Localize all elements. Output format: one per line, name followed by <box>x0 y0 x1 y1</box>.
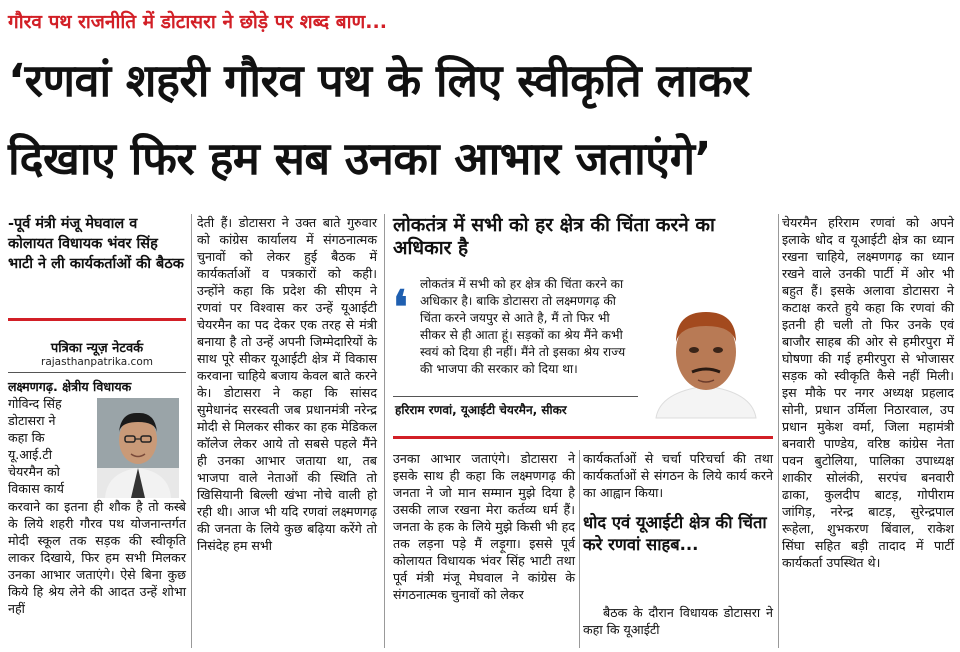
quote-headline: लोकतंत्र में सभी को हर क्षेत्र की चिंता करने का अधिकार है <box>393 214 715 259</box>
column-divider <box>191 214 192 648</box>
quote-text: लोकतंत्र में सभी को हर क्षेत्र की चिंता करने का अधिकार है। बाकि डोटासरा तो लक्ष्मणगढ़ की चिंता करने जयपुर से आते है, मैं तो फिर भी सीकर से ही आता हूं। सड़कों का श्रेय मैंने कभी स्वयं को दिया ही नहीं। मैंने तो इसका श्रेय राज्य की भाजपा की सरकार को दिया था। <box>420 277 626 376</box>
paragraph: चेयरमैन हरिराम रणवां को अपने इलाके धोद व यूआईटी क्षेत्र का ध्यान रखना चाहिये, लक्ष्मणगढ़ का ध्यान रखने वाले उनकी पार्टी में ओर भी बहुत हैं। इसके अलावा डोटासरा ने कटाक्ष करते हुये कहा कि रणवां की इतनी ही चली तो फिर उनके एवं बाजौर साहब की ओर से हमीरपुरा में घोषणा की गई हमीरपुरा से भोजासर सड़क को स्वीकृति कैसे नहीं मिली। इस मौके पर नगर अध्यक्ष प्रहलाद सोनी, प्रधान उर्मिला निठारवाल, उप प्रधान मुकेश वर्मा, जिला महामंत्री बनवारी पाण्डेय, वरिष्ठ कांग्रेस नेता पवन बुटोलिया, पालिका उपाध्यक्ष शाकीर सोलंकी, सरपंच बनवारी ढाका, कुलदीप बाटड़, गोपीराम जांगिड़, नरेन्द्र बाटड़, सुरेन्द्रपाल रूहेला, शुभकरण बिंवाल, राकेश सिंघा सहित बड़ी तादाद में पार्टी कार्यकर्ता उपस्थित थे। <box>782 215 954 570</box>
column-divider <box>778 214 779 648</box>
wrap-line: कहा कि <box>8 430 45 445</box>
wrap-line: यू.आई.टी <box>8 447 52 462</box>
paragraph: बैठक के दौरान विधायक डोटासरा ने कहा कि यूआईटी <box>583 605 773 637</box>
quote-attribution: हरिराम रणवां, यूआईटी चेयरमैन, सीकर <box>395 403 567 417</box>
paragraph: उनका आभार जताएंगे। डोटासरा ने इसके साथ ही कहा कि लक्ष्मणगढ़ की जनता ने जो मान सम्मान मुझे दिया है उसकी लाज रखना मेरा कर्तव्य धर्म हैं। जनता के हक के लिये मुझे किसी भी हद तक लड़ना पड़े मैं लड़ूगा। इससे पूर्व कोलायत विधायक भंवर सिंह भाटी तथा पूर्व मंत्री मंजू मेघवाल ने कांग्रेस के संगठनात्मक चुनावों को लेकर <box>393 451 575 602</box>
headline-line-1: ‘रणवां शहरी गौरव पथ के लिए स्वीकृति लाकर <box>8 54 750 107</box>
paragraph: कार्यकर्ताओं से चर्चा परिचर्चा की तथा कार्यकर्ताओं से संगठन के लिये कार्य करने का आह्वान किया। <box>583 451 773 500</box>
column-divider <box>384 214 385 648</box>
column-1-wrap <box>8 378 132 497</box>
quote-mark: ❛ <box>393 280 408 334</box>
paragraph: देती हैं। डोटासरा ने उक्त बाते गुरुवार को कांग्रेस कार्यालय में संगठनात्मक चुनावों को लेकर हुई बैठक में कार्यकर्ताओं व पत्रकारों को कही। उन्होंने कहा कि प्रदेश की सीएम ने रणवां पर विश्वास कर उन्हें यूआईटी चेयरमैन का पद देकर एक तरह से मंत्री बनाया है तो उन्हें अपनी जिम्मेदारियों के साथ पूरे सीकर यूआईटी क्षेत्र में विकास करवाना चाहिये बजाय केवल बाते करने के। डोटासरा ने कहा कि सांसद सुमेधानंद सरस्वती जब प्रधानमंत्री नरेन्द्र मोदी से मिलकर सीकर का हक मेडिकल कॉलेज लेकर आये तो सबसे पहले मैंने ही उनका आभार जताया था, तब भाजपा वाले नेताओं की स्थिति तो खिसियानी बिल्ली खंभा नोचे वाली हो रही थी। आज भी यदि रणवां लक्ष्मणगढ़ की जनता के लिये कुछ बढ़िया करेंगे तो निसंदेह हम सभी <box>197 215 377 553</box>
headline-line-2: दिखाए फिर हम सब उनका आभार जताएंगे’ <box>8 132 712 185</box>
site-url: rajasthanpatrika.com <box>41 356 153 368</box>
quote-name-rule <box>393 396 638 397</box>
column-4-body <box>583 450 773 508</box>
photo-govind-singh <box>97 398 179 498</box>
column-4-body-2 <box>583 604 773 648</box>
column-1-body <box>8 498 186 648</box>
kicker: गौरव पथ राजनीति में डोटासरा ने छोड़े पर शब्द बाण... <box>8 11 387 33</box>
column-5-body <box>782 214 954 648</box>
column-4-subhead: धोद एवं यूआईटी क्षेत्र की चिंता करे रणवां साहब... <box>583 513 767 554</box>
column-3-body <box>393 450 575 648</box>
column-divider <box>579 450 580 648</box>
column-1-rule <box>8 318 186 321</box>
column-1-subhead: -पूर्व मंत्री मंजू मेघवाल व कोलायत विधायक भंवर सिंह भाटी ने ली कार्यकर्ताओं की बैठक <box>8 216 184 272</box>
wrap-line: चेयरमैन को <box>8 464 60 479</box>
column-2-body <box>197 214 377 648</box>
byline-rule <box>8 372 186 373</box>
wrap-line: लक्ष्मणगढ़. क्षेत्रीय विधायक <box>8 379 132 394</box>
wrap-line: डोटासरा ने <box>8 413 56 428</box>
wrap-line: विकास कार्य <box>8 481 64 496</box>
quote-box-bottom-rule <box>393 436 773 439</box>
paragraph: करवाने का इतना ही शौक है तो कस्बे के लिये शहरी गौरव पथ योजनान्तर्गत मोदी स्कूल तक सड़क की स्वीकृति लाकर दिखाये, फिर हम सभी मिलकर उनका आभार जताएंगे। ऐसे बिना कुछ किये हि श्रेय लेने की आदत उन्हें शोभा नहीं <box>8 499 186 616</box>
byline: पत्रिका न्यूज़ नेटवर्क <box>50 341 144 356</box>
wrap-line: गोविन्द सिंह <box>8 396 62 411</box>
